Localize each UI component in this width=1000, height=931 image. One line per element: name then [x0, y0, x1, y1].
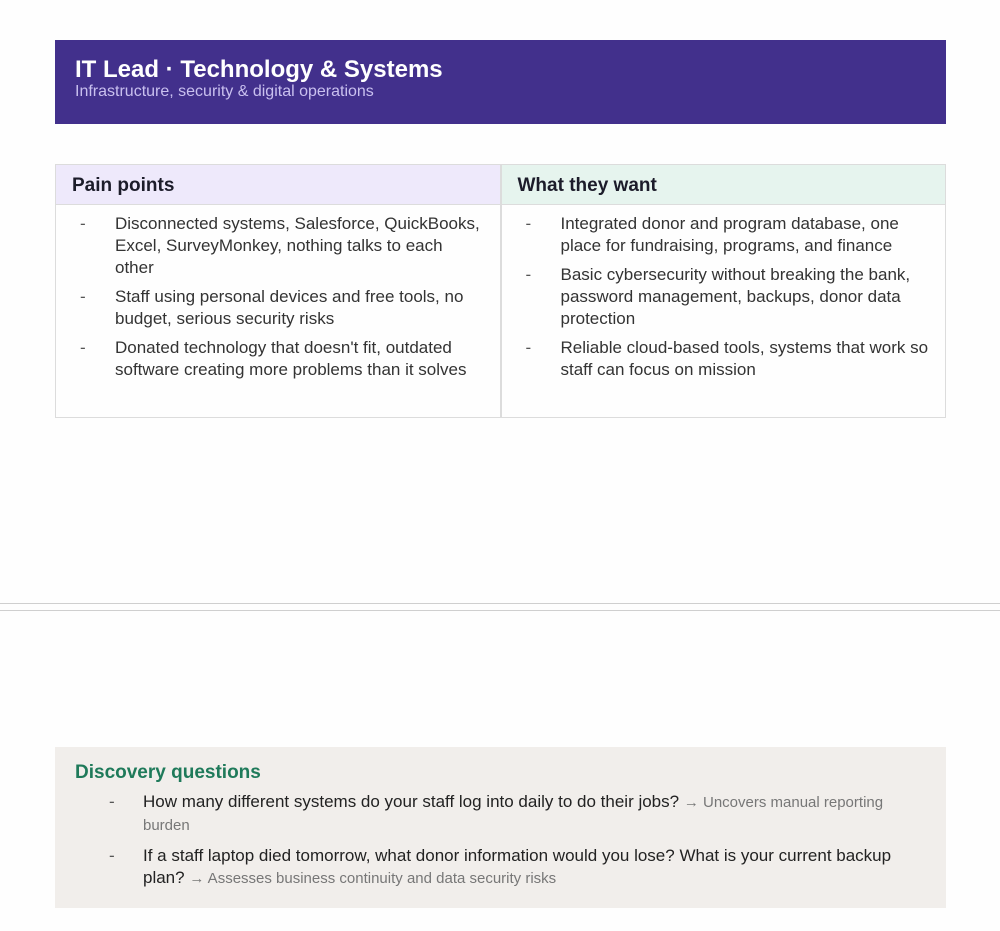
list-item-text: Staff using personal devices and free tools, no budget, serious security risks	[115, 287, 464, 328]
pain-points-list	[56, 205, 500, 388]
bullet-dash: -	[525, 265, 532, 284]
page-divider	[0, 610, 1000, 611]
list-item-text: Disconnected systems, Salesforce, QuickBooks, Excel, SurveyMonkey, nothing talks to each other	[115, 214, 480, 277]
page-title: IT Lead · Technology & Systems	[75, 56, 443, 83]
bullet-dash: -	[525, 214, 532, 233]
list-item	[502, 213, 930, 257]
list-item	[75, 845, 926, 890]
list-item-text: Basic cybersecurity without breaking the bank, password management, backups, donor data protection	[560, 265, 911, 328]
list-item-text: Reliable cloud-based tools, systems that work so staff can focus on mission	[560, 338, 929, 379]
wants-column	[500, 165, 946, 417]
wants-list	[502, 205, 946, 388]
bullet-dash: -	[80, 214, 86, 233]
question-note: → Uncovers manual reporting burden	[143, 794, 884, 834]
pain-points-column	[56, 165, 500, 417]
list-item-text: Donated technology that doesn't fit, outdated software creating more problems than it solves	[115, 338, 467, 379]
list-item	[56, 213, 484, 279]
page-divider	[0, 603, 1000, 604]
bullet-dash: -	[80, 287, 86, 306]
comparison-table	[55, 164, 946, 418]
list-item	[56, 286, 484, 330]
question-text: If a staff laptop died tomorrow, what donor information would you lose? What is your current backup plan?	[143, 846, 892, 887]
list-item	[502, 337, 930, 381]
bullet-dash: -	[80, 338, 86, 357]
page-subtitle: Infrastructure, security & digital operations	[75, 83, 374, 100]
list-item	[56, 337, 484, 381]
bullet-dash: -	[109, 792, 115, 811]
pain-points-heading: Pain points	[56, 165, 500, 205]
list-item	[502, 264, 930, 330]
question-text: How many different systems do your staff log into daily to do their jobs?	[143, 792, 680, 811]
question-note: → Assesses business continuity and data security risks	[189, 870, 557, 887]
header-banner	[55, 40, 946, 124]
bullet-dash: -	[525, 338, 532, 357]
bullet-dash: -	[109, 846, 115, 865]
discovery-list	[75, 791, 926, 890]
list-item	[75, 791, 926, 837]
wants-heading: What they want	[502, 165, 946, 205]
list-item-text: Integrated donor and program database, one place for fundraising, programs, and finance	[560, 214, 899, 255]
discovery-questions-panel	[55, 747, 946, 908]
discovery-heading: Discovery questions	[75, 762, 261, 783]
